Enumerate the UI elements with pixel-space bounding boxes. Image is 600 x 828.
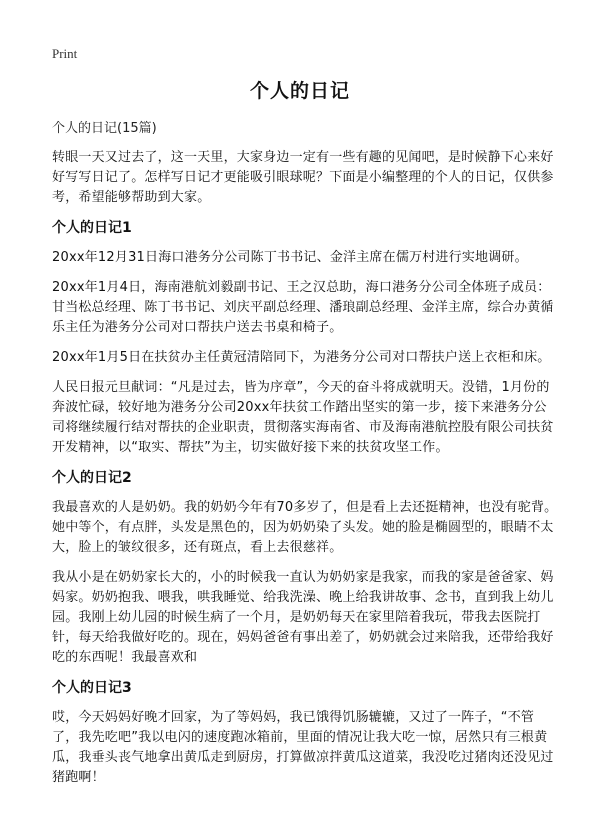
page-title: 个人的日记 [249,80,350,102]
paragraph: 哎，今天妈妈好晚才回家，为了等妈妈，我已饿得饥肠辘辘，又过了一阵子，“不管了，我先吃吧”我以电闪的速度跑冰箱前，里面的情况让我大吃一惊，居然只有三根黄瓜，我垂头丧气地拿出黄瓜走到厨房，打算做凉拌黄瓜这道菜，我没吃过猪肉还没见过猪跑啊！ [52,710,554,785]
section-heading: 个人的日记2 [52,470,132,486]
section-heading: 个人的日记1 [52,220,132,236]
paragraph: 我从小是在奶奶家长大的，小的时候我一直认为奶奶家是我家，而我的家是爸爸家、妈妈家。奶奶抱我、喂我，哄我睡觉、给我洗澡、晚上给我讲故事、念书，直到我上幼儿园。我刚上幼儿园的时候生病了一个月，是奶奶每天在家里陪着我玩，带我去医院打针，每天给我做好吃的。现在，妈妈爸爸有事出差了，奶奶就会过来陪我，还带给我好吃的东西呢！我最喜欢和 [52,570,554,665]
paragraph: 20xx年1月5日在扶贫办主任黄冠清陪同下，为港务分公司对口帮扶户送上衣柜和床。 [52,350,551,365]
paragraph: 20xx年12月31日海口港务分公司陈丁书书记、金洋主席在儒万村进行实地调研。 [52,250,528,265]
print-label: Print [52,46,78,61]
section-heading: 个人的日记3 [52,680,132,696]
intro-paragraph: 转眼一天又过去了，这一天里，大家身边一定有一些有趣的见闻吧，是时候静下心来好好写写日记了。怎样写日记才更能吸引眼球呢？下面是小编整理的个人的日记，仅供参考，希望能够帮助到大家。 [52,150,554,205]
paragraph: 20xx年1月4日，海南港航刘毅副书记、王之汉总助，海口港务分公司全体班子成员：甘当松总经理、陈丁书书记、刘庆平副总经理、潘琅副总经理、金洋主席，综合办黄循乐主任为港务分公司对口帮扶户送去书桌和椅子。 [52,280,554,335]
paragraph: 人民日报元旦献词：“凡是过去，皆为序章”，今天的奋斗将成就明天。没错，1月份的奔波忙碌，较好地为港务分公司20xx年扶贫工作踏出坚实的第一步，接下来港务分公司将继续履行结对帮扶的企业职责，贯彻落实海南省、市及海南港航控股有限公司扶贫开发精神，以“取实、帮扶”为主，切实做好接下来的扶贫攻坚工作。 [52,380,554,455]
paragraph: 我最喜欢的人是奶奶。我的奶奶今年有70多岁了，但是看上去还挺精神，也没有驼背。她中等个，有点胖，头发是黑色的，因为奶奶染了头发。她的脸是椭圆型的，眼睛不太大，脸上的皱纹很多，还有斑点，看上去很慈祥。 [52,500,558,555]
document-subtitle: 个人的日记(15篇) [52,121,157,136]
document-body [52,119,558,798]
